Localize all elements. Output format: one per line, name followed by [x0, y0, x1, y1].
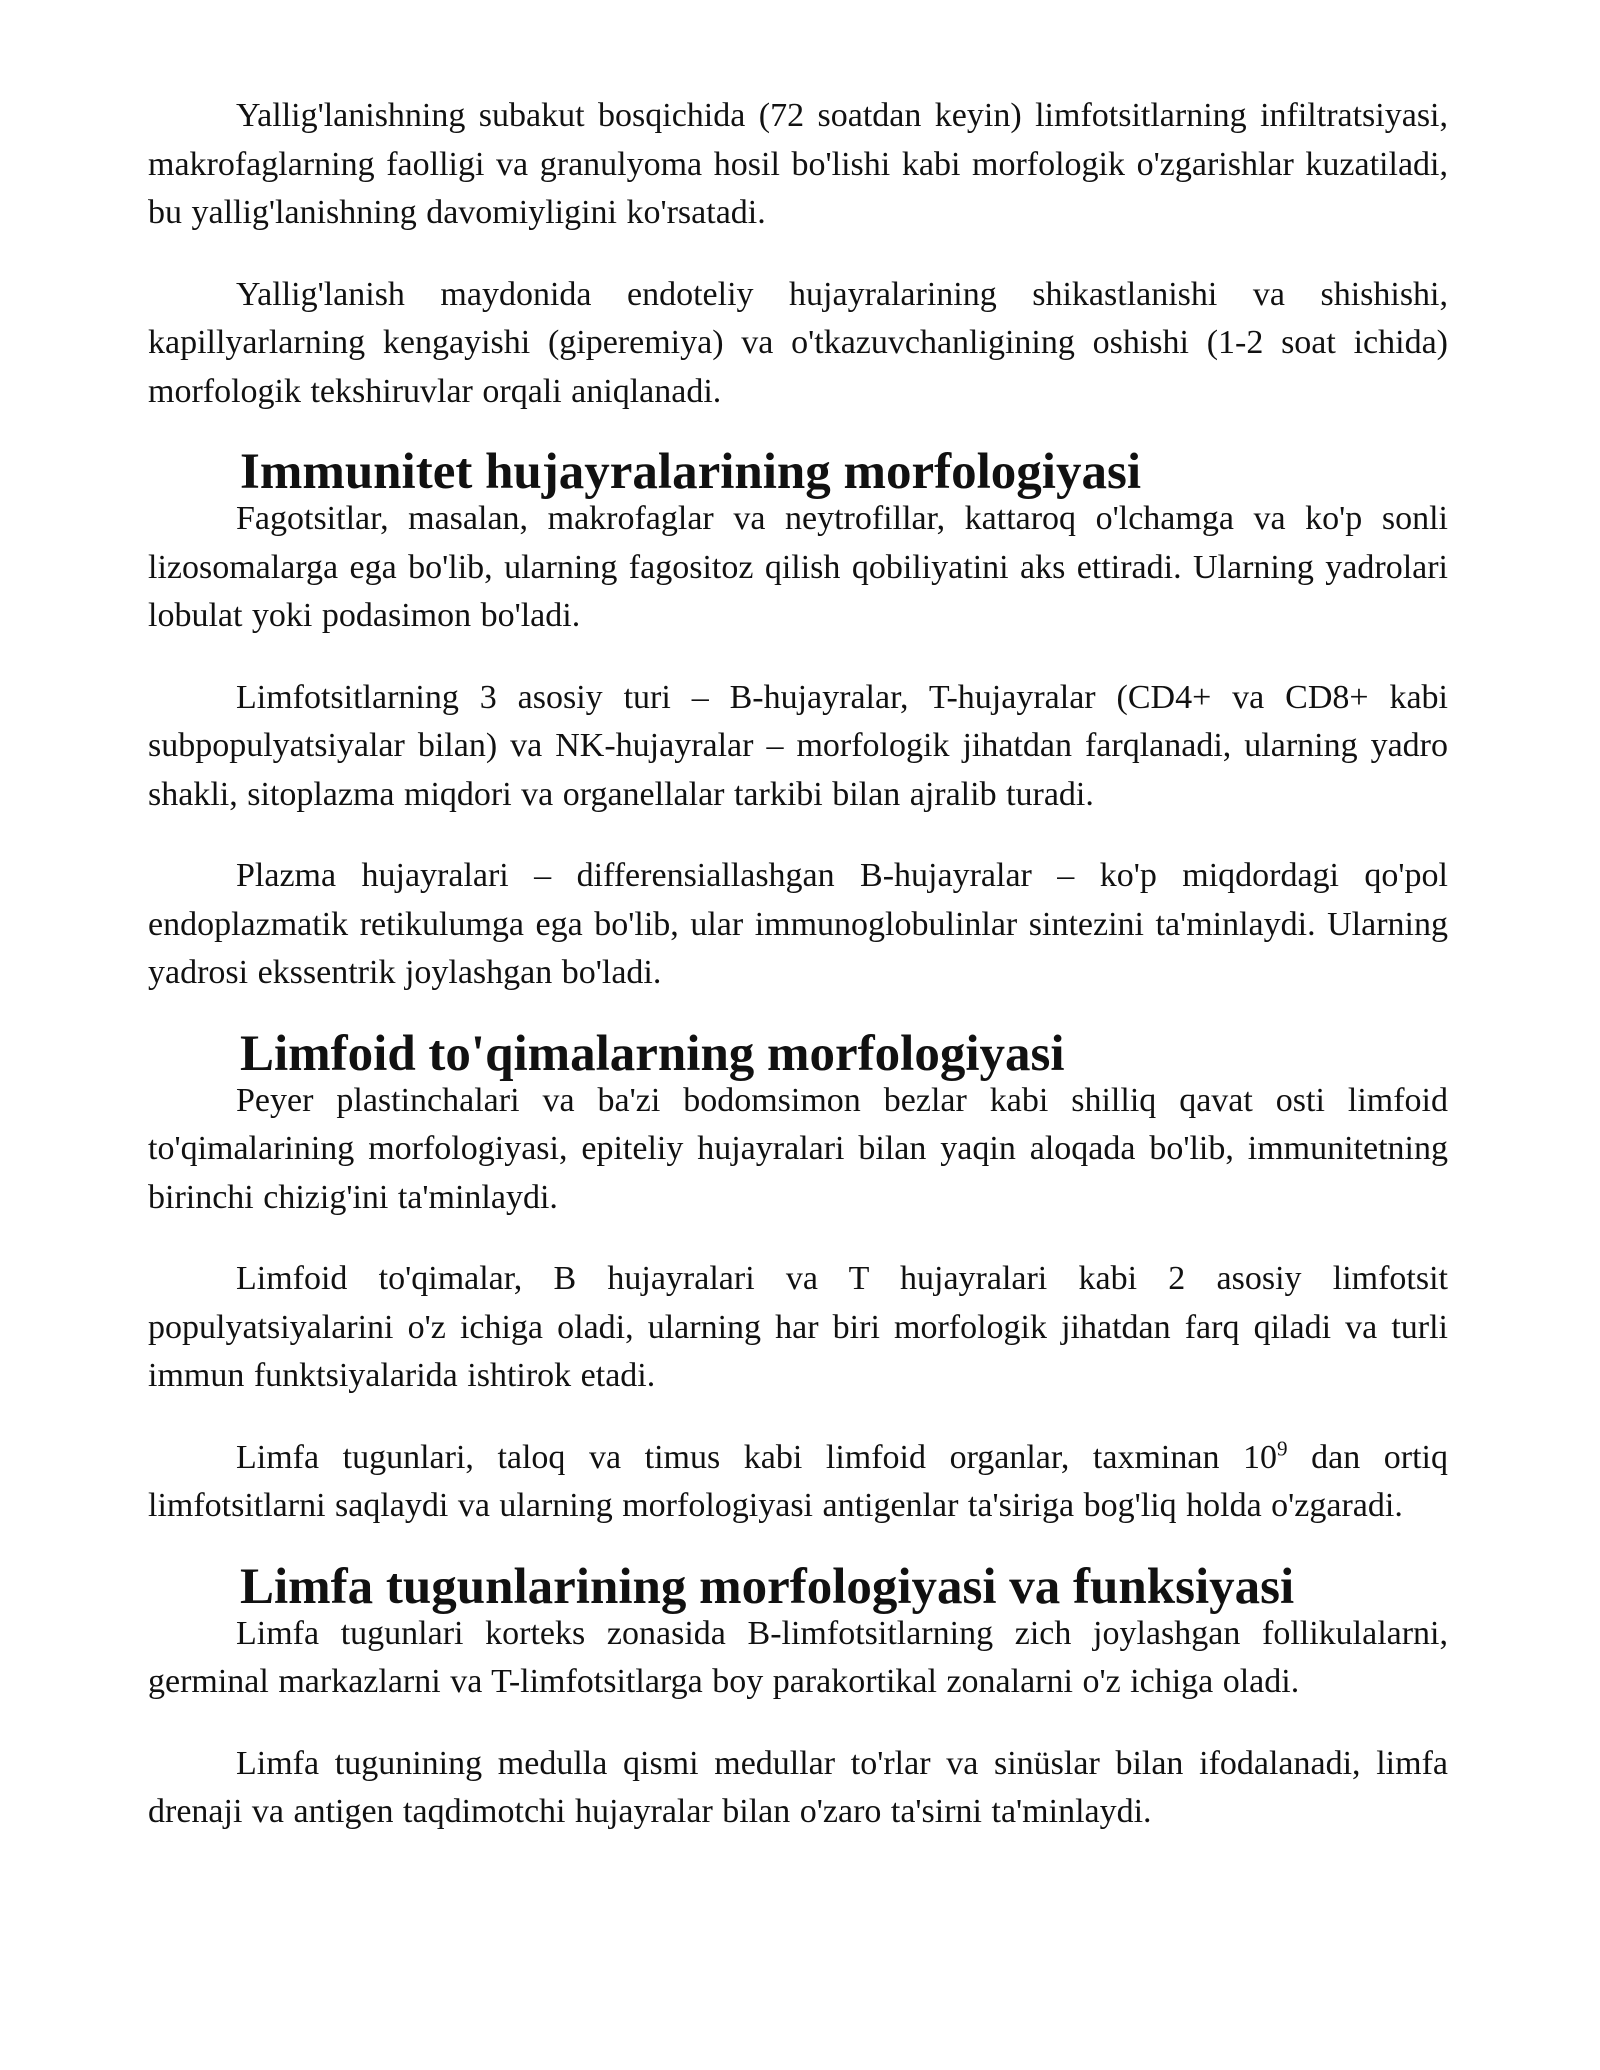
paragraph-node-cortex: Limfa tugunlari korteks zonasida B-limfotsitlarning zich joylashgan follikulalarni, germinal markazlarni va T-limfotsitlarga boy parakortikal zonalarni o'z ichiga oladi.: [148, 1614, 1448, 1700]
organs-text-after: dan ortiq limfotsitlarni saqlaydi va ularning morfologiyasi antigenlar ta'siriga bog'liq holda o'zgaradi.: [148, 1438, 1448, 1524]
paragraph-peyer-patches: Peyer plastinchalari va ba'zi bodomsimon bezlar kabi shilliq qavat osti limfoid to'qimalarining morfologiyasi, epiteliy hujayralari bilan yaqin aloqada bo'lib, immunitetning birinchi chizig'ini ta'minlaydi.: [148, 1081, 1448, 1216]
heading-immune-cells: Immunitet hujayralarining morfologiyasi: [240, 444, 1141, 500]
paragraph-endothelium: Yallig'lanish maydonida endoteliy hujayralarining shikastlanishi va shishishi, kapillyarlarning kengayishi (giperemiya) va o'tkazuvchanligining oshishi (1-2 soat ichida) morfologik tekshiruvlar orqali aniqlanadi.: [148, 275, 1448, 410]
heading-lymphoid-tissues: Limfoid to'qimalarning morfologiyasi: [240, 1025, 1065, 1082]
paragraph-lymphoid-organs: [148, 1434, 1448, 1531]
paragraph-subacute-stage: Yallig'lanishning subakut bosqichida (72 soatdan keyin) limfotsitlarning infiltratsiyasi, makrofaglarning faolligi va granulyoma hosil bo'lishi kabi morfologik o'zgarishlar kuzatiladi, bu yallig'lanishning davomiyligini ko'rsatadi.: [148, 97, 1448, 231]
paragraph-lymphoid-populations: Limfoid to'qimalar, B hujayralari va T hujayralari kabi 2 asosiy limfotsit populyatsiyalarini o'z ichiga oladi, ularning har biri morfologik jihatdan farq qiladi va turli immun funktsiyalarida ishtirok etadi.: [148, 1260, 1448, 1394]
organs-text-before: Limfa tugunlari, taloq va timus kabi limfoid organlar, taxminan 10: [236, 1438, 1278, 1476]
paragraph-plasma-cells: Plazma hujayralari – differensiallashgan B-hujayralar – ko'p miqdordagi qo'pol endoplazmatik retikulumga ega bo'lib, ular immunoglobulinlar sintezini ta'minlaydi. Ularning yadrosi ekssentrik joylashgan bo'ladi.: [148, 857, 1448, 991]
paragraph-node-medulla: Limfa tugunining medulla qismi medullar to'rlar va sinüslar bilan ifodalanadi, limfa drenaji va antigen taqdimotchi hujayralar bilan o'zaro ta'sirni ta'minlaydi.: [148, 1744, 1448, 1830]
paragraph-phagocytes: Fagotsitlar, masalan, makrofaglar va neytrofillar, kattaroq o'lchamga va ko'p sonli lizosomalarga ega bo'lib, ularning fagositoz qilish qobiliyatini aks ettiradi. Ularning yadrolari lobulat yoki podasimon bo'ladi.: [148, 500, 1448, 634]
document-page: [148, 92, 1448, 1837]
paragraph-lymphocyte-types: Limfotsitlarning 3 asosiy turi – B-hujayralar, T-hujayralar (CD4+ va CD8+ kabi subpopulyatsiyalar bilan) va NK-hujayralar – morfologik jihatdan farqlanadi, ularning yadro shakli, sitoplazma miqdori va organellalar tarkibi bilan ajralib turadi.: [148, 678, 1448, 813]
heading-lymph-nodes: Limfa tugunlarining morfologiyasi va funksiyasi: [240, 1558, 1295, 1615]
organs-exponent: 9: [1277, 1436, 1288, 1461]
